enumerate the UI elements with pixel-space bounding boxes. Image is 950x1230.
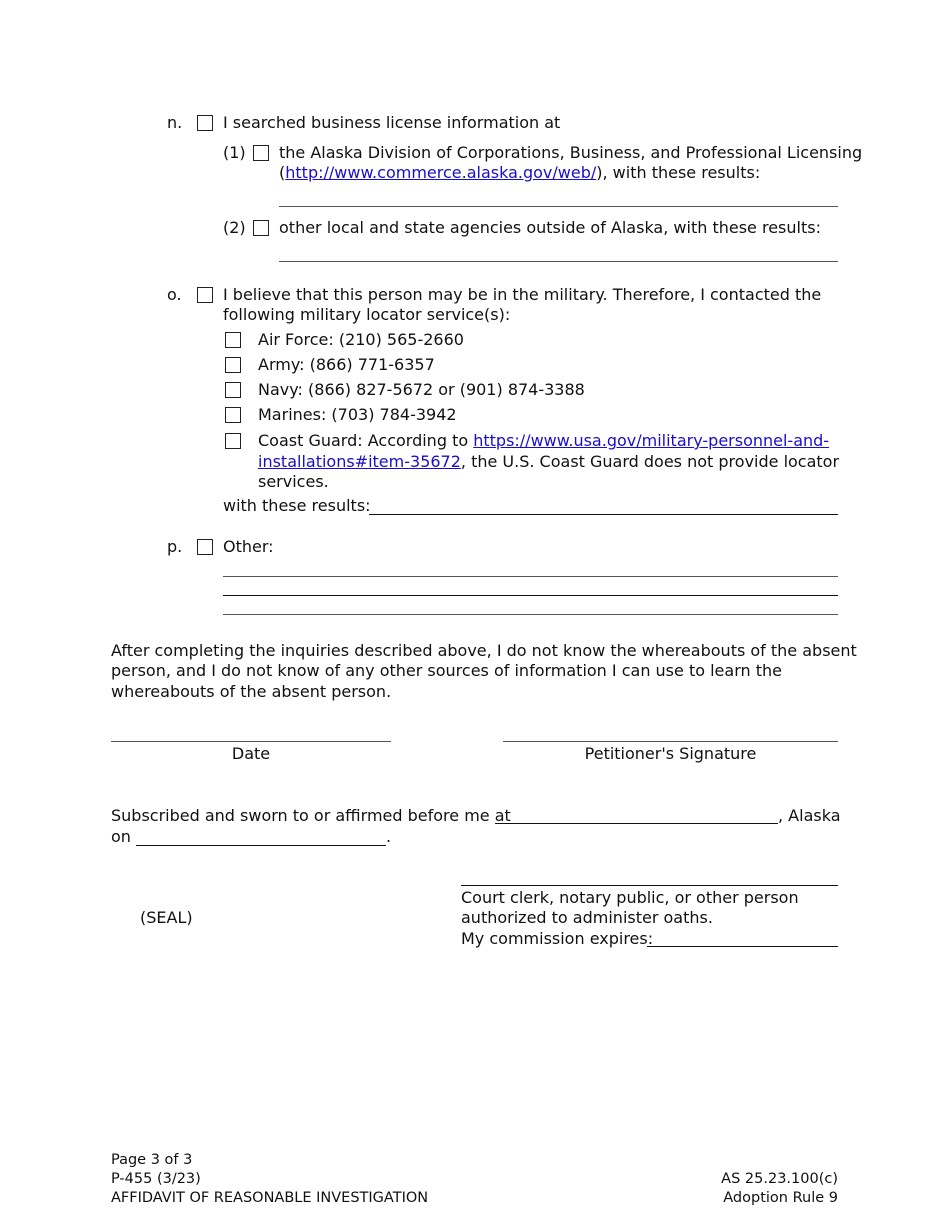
footer-form-title: AFFIDAVIT OF REASONABLE INVESTIGATION [111,1190,429,1206]
item-2-results-line[interactable] [279,261,838,262]
coast-guard-line1 [258,431,829,451]
item-1-results-text: ), with these results: [596,163,761,182]
statement-line1: After completing the inquiries described above, I do not know the whereabouts of the absent [111,641,857,660]
footer-rule: Adoption Rule 9 [723,1190,838,1206]
other-line-3[interactable] [223,614,838,615]
oath-location-line[interactable] [495,823,778,824]
item-2-checkbox[interactable] [253,220,269,236]
section-p-letter: p. [167,537,183,556]
oath-line2-prefix: on [111,827,131,846]
military-results-label: with these results: [223,496,371,515]
item-2-number: (2) [223,218,246,237]
statement-line3: whereabouts of the absent person. [111,682,392,701]
oath-line2-suffix: . [386,827,392,846]
notary-line2: authorized to administer oaths. [461,908,713,927]
date-label: Date [231,744,271,763]
coast-guard-prefix: Coast Guard: According to [258,431,474,450]
footer-form-number: P-455 (3/23) [111,1171,201,1187]
notary-line1: Court clerk, notary public, or other person [461,888,799,907]
oath-line1-suffix: , Alaska [778,806,841,825]
signature-label: Petitioner's Signature [584,744,757,763]
commerce-link[interactable]: http://www.commerce.alaska.gov/web/ [285,163,597,182]
section-o-letter: o. [167,285,182,304]
seal-label: (SEAL) [140,908,193,927]
item-1-results-line[interactable] [279,206,838,207]
notary-signature-line[interactable] [461,885,838,886]
commission-expiry-line[interactable] [647,946,838,947]
item-1-text: the Alaska Division of Corporations, Business, and Professional Licensing [279,143,863,162]
marines-label: Marines: (703) 784-3942 [258,405,457,424]
army-checkbox[interactable] [225,357,241,373]
signature-line[interactable] [503,741,838,742]
navy-label: Navy: (866) 827-5672 or (901) 874-3388 [258,380,585,399]
coast-guard-line2 [258,452,839,472]
air-force-label: Air Force: (210) 565-2660 [258,330,464,349]
navy-checkbox[interactable] [225,382,241,398]
section-n-checkbox[interactable] [197,115,213,131]
section-o-text-line1: I believe that this person may be in the military. Therefore, I contacted the [223,285,822,304]
item-1-link-line [279,163,760,183]
section-n-text: I searched business license information at [223,113,561,132]
item-1-checkbox[interactable] [253,145,269,161]
coast-guard-line3: services. [258,472,329,491]
military-results-line[interactable] [369,514,838,515]
footer-statute: AS 25.23.100(c) [721,1171,838,1187]
statement-line2: person, and I do not know of any other sources of information I can use to learn the [111,661,782,680]
oath-line1-prefix: Subscribed and sworn to or affirmed before me at [111,806,511,825]
usa-gov-link-part2[interactable]: installations#item-35672 [258,452,461,471]
footer-page-number: Page 3 of 3 [111,1152,193,1168]
air-force-checkbox[interactable] [225,332,241,348]
army-label: Army: (866) 771-6357 [258,355,435,374]
section-p-label: Other: [223,537,274,556]
section-p-checkbox[interactable] [197,539,213,555]
other-line-2[interactable] [223,595,838,596]
section-o-checkbox[interactable] [197,287,213,303]
coast-guard-suffix: , the U.S. Coast Guard does not provide locator [460,452,840,471]
marines-checkbox[interactable] [225,407,241,423]
oath-date-line[interactable] [136,845,386,846]
usa-gov-link-part1[interactable]: https://www.usa.gov/military-personnel-and- [473,431,830,450]
notary-line3: My commission expires: [461,929,654,948]
date-line[interactable] [111,741,391,742]
other-line-1[interactable] [223,576,838,577]
section-o-text-line2: following military locator service(s): [223,305,511,324]
section-n-letter: n. [167,113,183,132]
coast-guard-checkbox[interactable] [225,433,241,449]
item-2-text: other local and state agencies outside of Alaska, with these results: [279,218,821,237]
item-1-number: (1) [223,143,246,162]
paren-open: ( [279,163,286,182]
